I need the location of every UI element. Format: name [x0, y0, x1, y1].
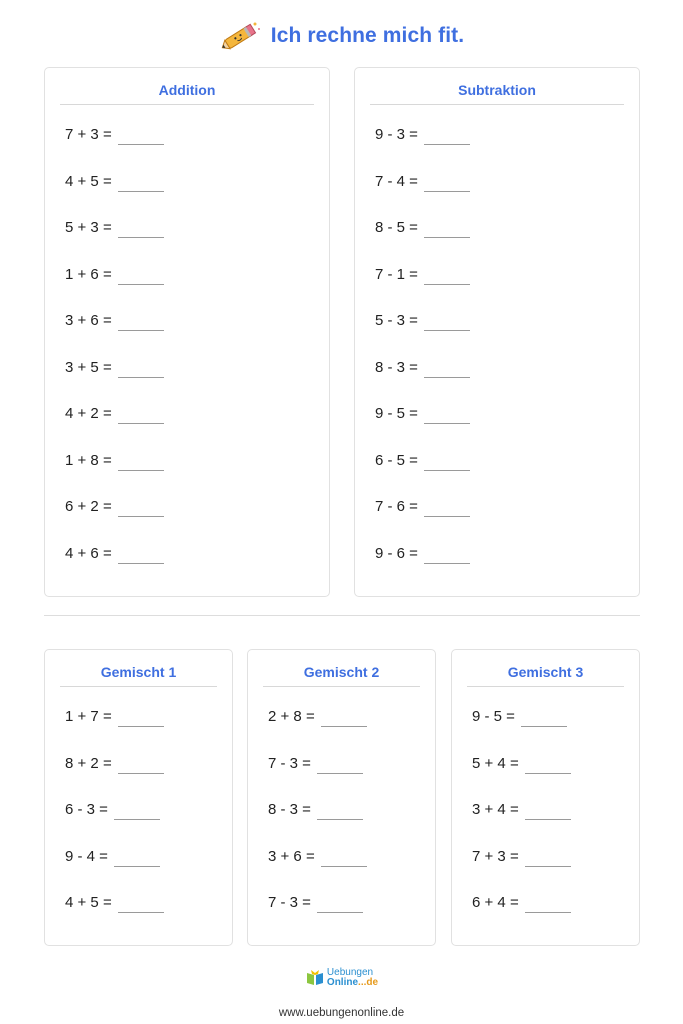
exercise-row — [375, 266, 470, 313]
exercise-row — [65, 848, 164, 895]
answer-blank[interactable] — [118, 312, 164, 331]
exercise-row — [65, 359, 164, 406]
equation: 7 - 1 = — [375, 265, 418, 283]
answer-blank[interactable] — [525, 755, 571, 774]
exercise-list — [65, 126, 164, 591]
title-divider — [263, 686, 420, 687]
exercise-row — [65, 173, 164, 220]
equation: 1 + 6 = — [65, 265, 112, 283]
card-title: Gemischt 1 — [100, 664, 177, 680]
equation: 7 - 3 = — [268, 754, 311, 772]
exercise-row — [65, 894, 164, 941]
exercise-row — [375, 545, 470, 592]
equation: 7 - 3 = — [268, 894, 311, 911]
equation: 3 + 4 = — [472, 801, 519, 818]
exercise-row — [65, 801, 164, 848]
exercise-row — [65, 219, 164, 266]
answer-blank[interactable] — [525, 894, 571, 913]
exercise-row — [65, 126, 164, 173]
exercise-row — [472, 894, 571, 941]
answer-blank[interactable] — [424, 126, 470, 145]
equation: 8 - 3 = — [268, 801, 311, 818]
exercise-row — [375, 312, 470, 359]
title-divider — [60, 686, 217, 687]
answer-blank[interactable] — [118, 545, 164, 564]
equation: 9 - 5 = — [472, 708, 515, 725]
answer-blank[interactable] — [424, 498, 470, 517]
answer-blank[interactable] — [525, 848, 571, 867]
exercise-row — [268, 708, 367, 755]
mixed-card-3 — [451, 649, 640, 946]
equation: 9 - 5 = — [375, 405, 418, 422]
answer-blank[interactable] — [424, 452, 470, 471]
exercise-row — [268, 848, 367, 895]
answer-blank[interactable] — [424, 405, 470, 424]
logo-tld: de — [366, 977, 379, 988]
exercise-row — [472, 708, 571, 755]
equation: 7 + 3 = — [65, 126, 112, 143]
exercise-row — [65, 545, 164, 592]
answer-blank[interactable] — [424, 173, 470, 192]
exercise-row — [472, 801, 571, 848]
answer-blank[interactable] — [424, 545, 470, 564]
equation: 5 - 3 = — [375, 312, 418, 329]
exercise-row — [65, 708, 164, 755]
equation: 4 + 2 = — [65, 405, 112, 422]
exercise-row — [375, 126, 470, 173]
footer-url[interactable]: www.uebungenonline.de — [278, 1007, 405, 1019]
page-title: Ich rechne mich fit. — [270, 24, 465, 47]
equation: 1 + 7 = — [65, 708, 112, 725]
exercise-row — [65, 452, 164, 499]
exercise-row — [472, 755, 571, 802]
answer-blank[interactable] — [118, 452, 164, 471]
title-divider — [370, 104, 624, 105]
answer-blank[interactable] — [424, 359, 470, 378]
answer-blank[interactable] — [118, 359, 164, 378]
answer-blank[interactable] — [321, 708, 367, 727]
answer-blank[interactable] — [424, 312, 470, 331]
exercise-list — [268, 708, 367, 941]
answer-blank[interactable] — [317, 894, 363, 913]
answer-blank[interactable] — [118, 219, 164, 238]
logo-text-line2 — [327, 978, 378, 988]
equation: 1 + 8 = — [65, 451, 112, 469]
book-icon — [305, 969, 325, 987]
equation: 5 + 3 = — [65, 219, 112, 236]
equation: 7 - 6 = — [375, 498, 418, 515]
pencil-icon — [219, 19, 263, 53]
exercise-row — [65, 266, 164, 313]
answer-blank[interactable] — [521, 708, 567, 727]
answer-blank[interactable] — [114, 801, 160, 820]
equation: 6 + 4 = — [472, 894, 519, 911]
equation: 6 - 3 = — [65, 801, 108, 818]
answer-blank[interactable] — [525, 801, 571, 820]
card-title: Gemischt 2 — [303, 664, 380, 680]
logo-text-line1: Uebungen — [326, 967, 374, 978]
exercise-list — [375, 126, 470, 591]
answer-blank[interactable] — [118, 126, 164, 145]
page-header — [0, 16, 683, 56]
equation: 8 - 3 = — [375, 358, 418, 376]
section-divider — [44, 615, 640, 616]
equation: 8 - 5 = — [375, 219, 418, 236]
equation: 3 + 5 = — [65, 358, 112, 376]
exercise-row — [375, 219, 470, 266]
exercise-row — [472, 848, 571, 895]
exercise-row — [65, 498, 164, 545]
exercise-row — [65, 755, 164, 802]
exercise-row — [268, 755, 367, 802]
equation: 6 + 2 = — [65, 498, 112, 515]
answer-blank[interactable] — [118, 405, 164, 424]
exercise-row — [268, 894, 367, 941]
answer-blank[interactable] — [114, 848, 160, 867]
equation: 6 - 5 = — [375, 451, 418, 469]
equation: 3 + 6 = — [268, 847, 315, 865]
answer-blank[interactable] — [424, 266, 470, 285]
exercise-row — [375, 405, 470, 452]
equation: 2 + 8 = — [268, 708, 315, 725]
answer-blank[interactable] — [118, 173, 164, 192]
equation: 8 + 2 = — [65, 754, 112, 772]
equation: 9 - 4 = — [65, 847, 108, 865]
answer-blank[interactable] — [118, 498, 164, 517]
footer-logo — [0, 968, 683, 988]
equation: 7 - 4 = — [375, 172, 418, 190]
exercise-row — [268, 801, 367, 848]
equation: 3 + 6 = — [65, 312, 112, 329]
exercise-row — [375, 498, 470, 545]
answer-blank[interactable] — [118, 266, 164, 285]
answer-blank[interactable] — [424, 219, 470, 238]
exercise-row — [65, 312, 164, 359]
exercise-list — [472, 708, 571, 941]
site-logo — [305, 968, 378, 988]
exercise-row — [65, 405, 164, 452]
equation: 5 + 4 = — [472, 754, 519, 772]
logo-word: Online — [326, 977, 359, 988]
answer-blank[interactable] — [118, 894, 164, 913]
equation: 7 + 3 = — [472, 847, 519, 865]
answer-blank[interactable] — [317, 755, 363, 774]
mixed-card-2 — [247, 649, 436, 946]
exercise-row — [375, 173, 470, 220]
card-title: Gemischt 3 — [507, 664, 584, 680]
logo-dots: ... — [358, 977, 367, 988]
card-title: Subtraktion — [458, 82, 536, 98]
title-divider — [467, 686, 624, 687]
answer-blank[interactable] — [118, 708, 164, 727]
addition-card — [44, 67, 330, 597]
mixed-card-1 — [44, 649, 233, 946]
exercise-row — [375, 452, 470, 499]
answer-blank[interactable] — [317, 801, 363, 820]
equation: 9 - 3 = — [375, 126, 418, 143]
subtraction-card — [354, 67, 640, 597]
equation: 9 - 6 = — [375, 544, 418, 562]
exercise-list — [65, 708, 164, 941]
equation: 4 + 5 = — [65, 172, 112, 190]
card-title: Addition — [158, 82, 216, 98]
answer-blank[interactable] — [118, 755, 164, 774]
title-divider — [60, 104, 314, 105]
exercise-row — [375, 359, 470, 406]
answer-blank[interactable] — [321, 848, 367, 867]
equation: 4 + 5 = — [65, 894, 112, 911]
equation: 4 + 6 = — [65, 544, 112, 562]
